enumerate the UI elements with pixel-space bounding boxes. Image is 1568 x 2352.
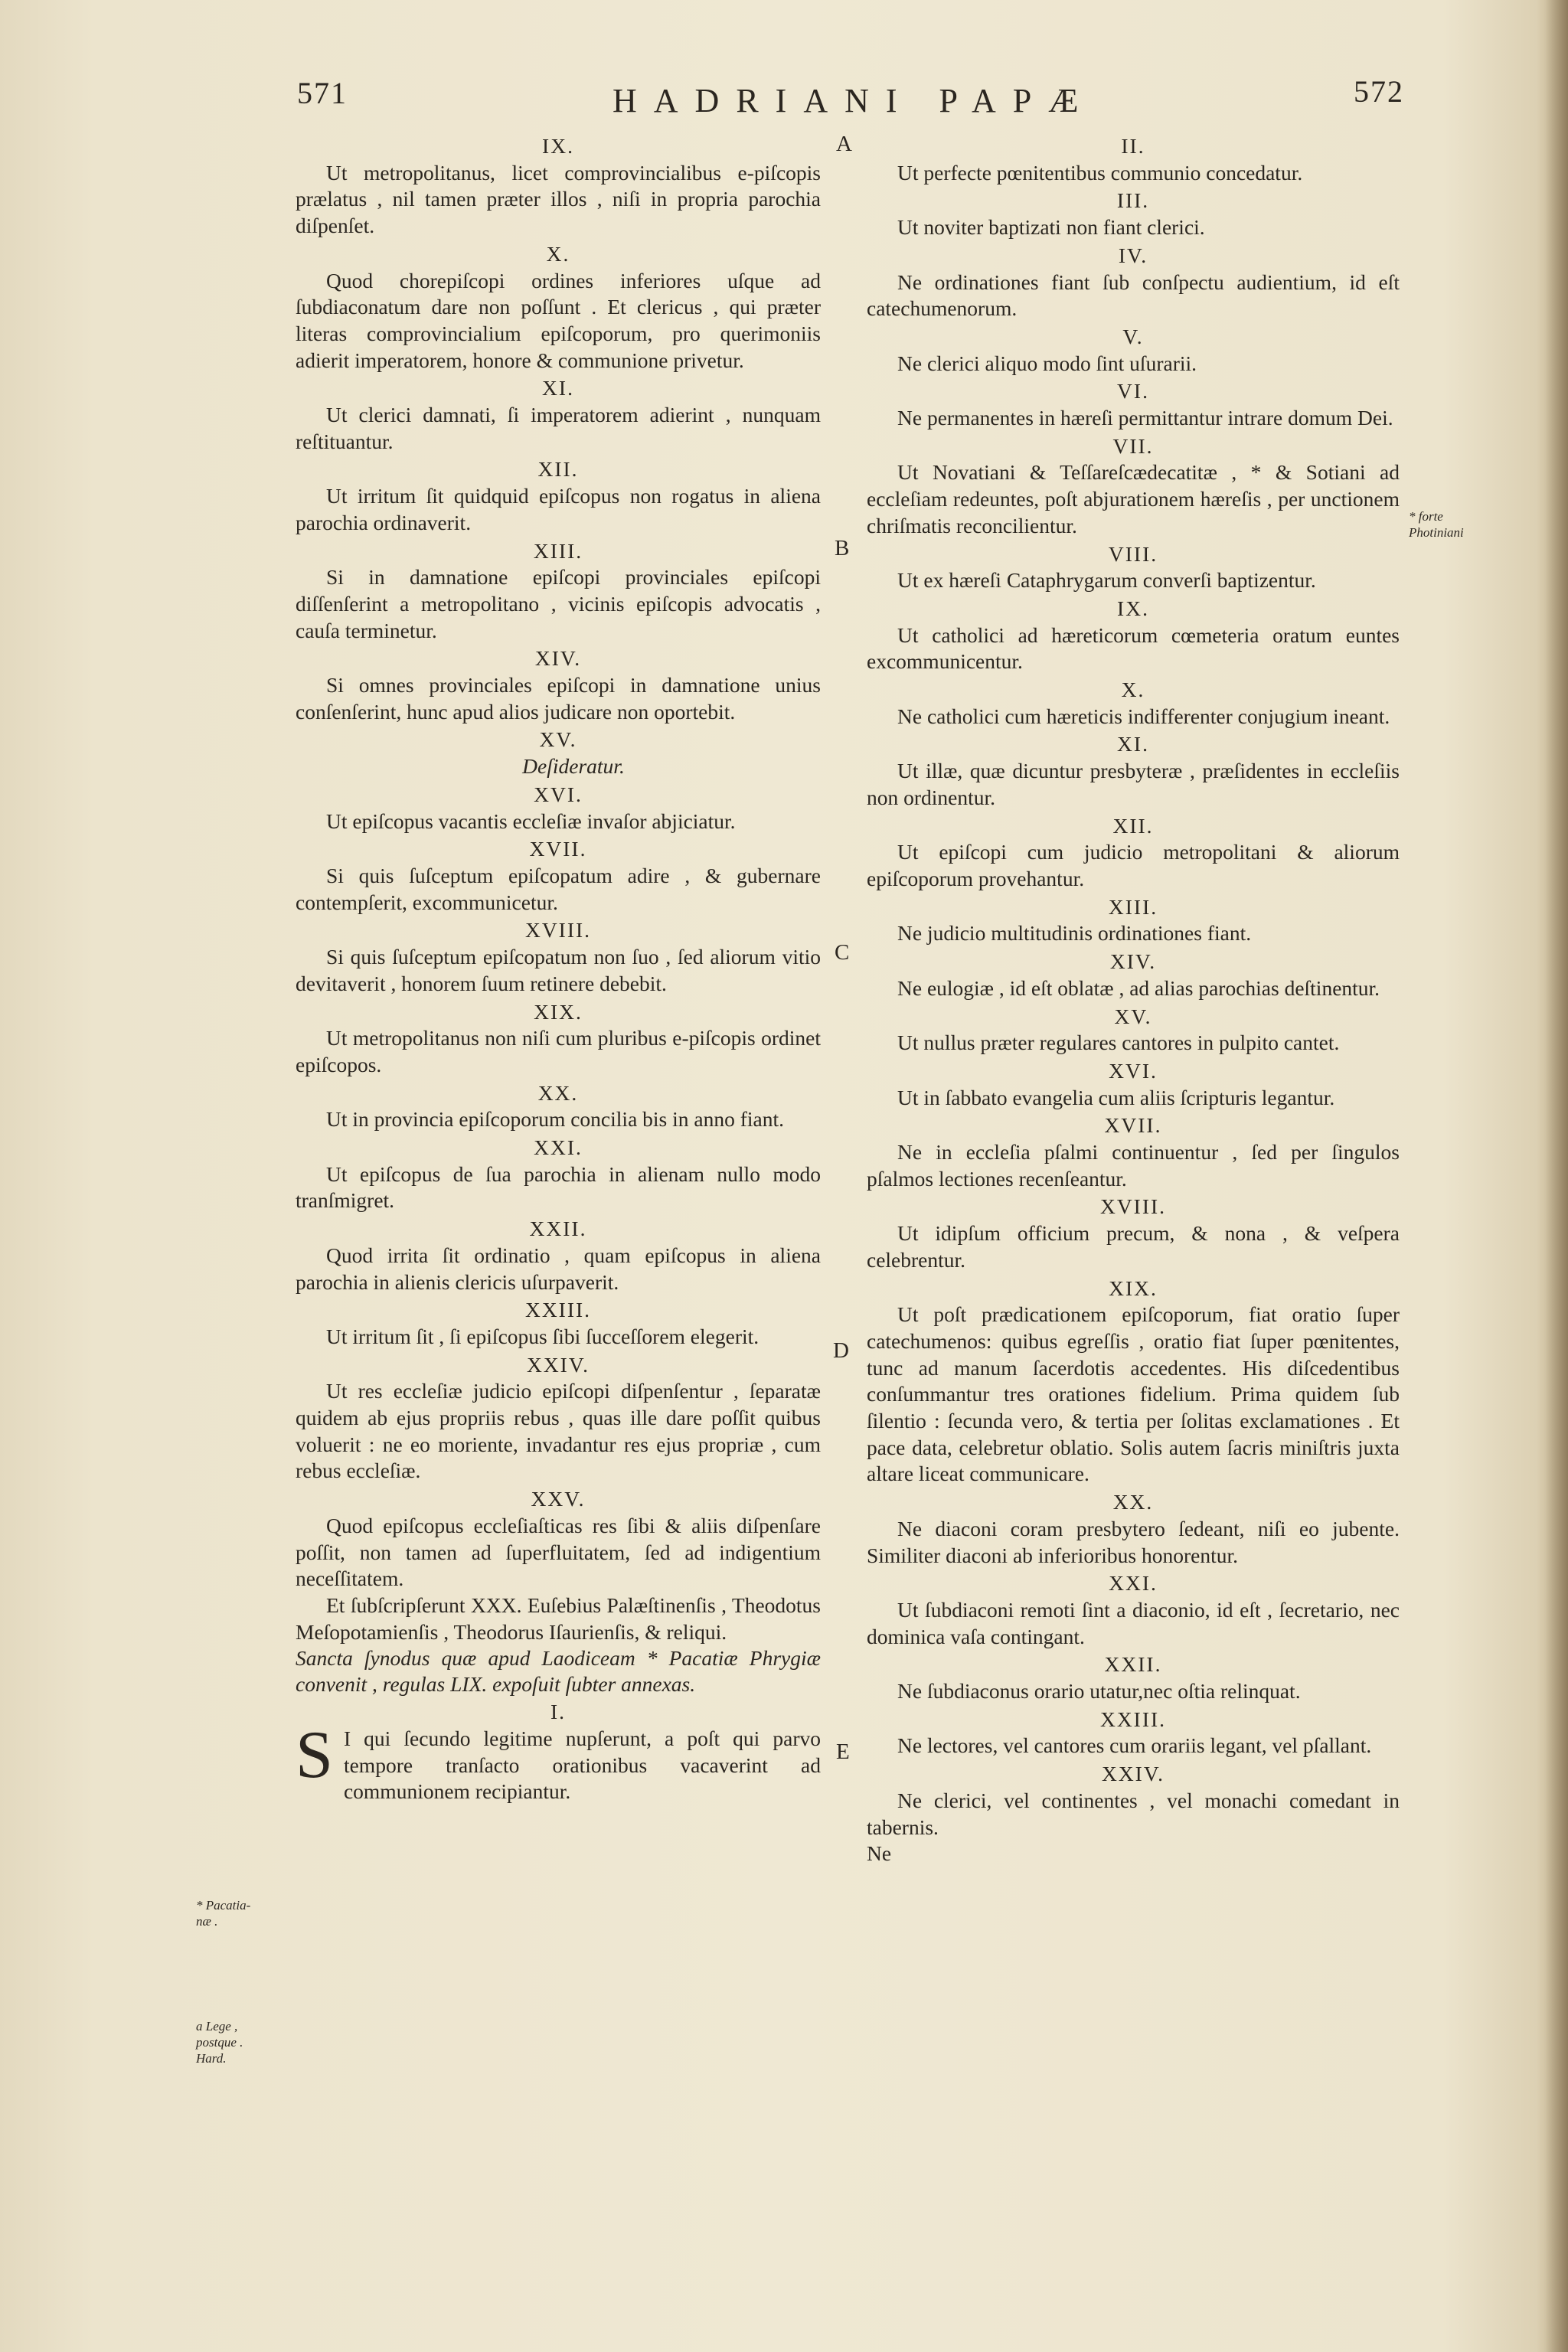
canon-text [296,1718,821,1805]
canon-number: VII. [1112,433,1154,458]
canon-text: Ut metropolitanus, licet comprovincialibus e-piſcopis prælatus , nil tamen præter illos , niſi in propria parochia diſpenſet. [296,160,821,238]
canon-number: XIII. [533,538,583,563]
canon-number: XII. [1112,813,1154,838]
canon-text: Ut ex hæreſi Cataphrygarum converſi baptizentur. [897,568,1316,593]
canon-number: XVI. [534,782,583,806]
canon-text: Quod chorepiſcopi ordines inferiores uſque ad ſubdiaconatum dare non poſſunt . Et clericus , qui præter literas comprovincialium epiſcoporum, pro querimoniis adierit imperatorem, honore & communione privetur. [296,268,821,372]
canon-text: Si omnes provinciales epiſcopi in damnatione unius conſenſerint, hunc apud alios judicare non oportebit. [296,673,821,724]
canon-text: Ne eulogiæ , id eſt oblatæ , ad alias parochias deſtinentur. [897,975,1380,1000]
margin-letter-a: A [836,132,852,156]
canon-text: Ne in eccleſia pſalmi continuentur , ſed per ſingulos pſalmos lectiones recenſeantur. [867,1140,1400,1191]
canon-number: XVIII. [524,918,592,942]
canon-text: Ut ſubdiaconi remoti ſint a diaconio, id eſt , ſecretario, nec dominica vaſa contingant. [867,1597,1400,1648]
margin-letter-e: E [836,1740,850,1764]
left-column [296,132,821,1805]
page-number-right: 572 [1354,74,1404,109]
side-note-left-1 [196,1897,250,1929]
canon-number: XVII. [529,837,587,861]
canon-number: XXIV. [1101,1762,1165,1786]
drop-cap: S [296,1718,333,1793]
canon-text: Ut perfecte pœnitentibus communio concedatur. [897,160,1303,185]
side-note-right [1409,508,1464,541]
side-note-line: a Lege , [196,2019,238,2034]
margin-letter-b: B [835,536,850,560]
canon-text: Si quis ſuſceptum epiſcopatum adire , & gubernare contempſerit, excommunicetur. [296,863,821,914]
canon-text: Ut epiſcopus de ſua parochia in alienam nullo modo tranſmigret. [296,1161,821,1213]
side-note-line: Hard. [196,2051,227,2066]
side-note-line: næ . [196,1914,218,1929]
canon-number: VI. [1117,379,1149,403]
canon-text: Quod epiſcopus eccleſiaſticas res ſibi & aliis diſpenſare poſſit, non tamen ad ſuperfluitatem, ſed ad indigentium neceſſitatem. [296,1513,821,1591]
canon-text: Ut catholici ad hæreticorum cœmeteria oratum euntes excommunicentur. [867,622,1400,674]
canon-number: XV. [1114,1004,1152,1028]
canon-text: Ut nullus præter regulares cantores in pulpito cantet. [897,1031,1340,1055]
synod-heading: Sancta ſynodus quæ apud Laodiceam * Pacatiæ Phrygiæ convenit , regulas LIX. expoſuit ſubter annexas. [296,1646,821,1697]
subscription: Et ſubſcripſerunt XXX. Euſebius Palæſtinenſis , Theodotus Meſopotamienſis , Theodorus Iſaurienſis, & reliqui. [296,1592,821,1644]
canon-number: XIV. [1109,949,1157,974]
canon-number: XXI. [534,1135,583,1160]
canon-text: Ut Novatiani & Teſſareſcædecatitæ , * & Sotiani ad eccleſiam redeuntes, poſt abjurationem hæreſis , per unctionem chriſmatis reconcilientur. [867,460,1400,537]
canon-text: Si in damnatione epiſcopi provinciales epiſcopi diſſenſerint a metropolitano , vicinis epiſcopis advocatis , cauſa terminetur. [296,565,821,642]
canon-text: Ne ſubdiaconus orario utatur,nec oſtia relinquat. [897,1679,1301,1704]
right-column [867,132,1400,1867]
canon-text: Ut poſt prædicationem epiſcoporum, fiat oratio ſuper catechumenos: quibus egreſſis , oratio fiat ſuper pœnitentes, tunc ad manum ſacerdotis accedentes. His diſcedentibus conſummantur tres orationes fidelium. Prima quidem ſub ſilentio : ſecunda vero, & tertia per ſolitas exclamationes . Et pace data, celebretur oblatio. Solis autem ſacris miniſtris juxta altare liceat communicare. [867,1302,1400,1486]
canon-number: XXII. [529,1217,587,1241]
side-note-left-2 [196,2018,243,2066]
canon-i-text: I qui ſecundo legitime nupſerunt, a poſt qui parvo tempore tranſacto orationibus vacaverint ad communionem recipiantur. [343,1726,821,1804]
canon-text: Ut epiſcopi cum judicio metropolitani & aliorum epiſcoporum provehantur. [867,840,1400,890]
canon-number: XVIII. [1099,1194,1167,1219]
canon-number: XII. [537,457,579,482]
canon-number: XXV. [531,1487,586,1511]
canon-number: IV. [1118,243,1148,267]
canon-text: Ut epiſcopus vacantis eccleſiæ invaſor abjiciatur. [326,808,736,833]
canon-number: VIII. [1108,541,1158,566]
canon-number: X. [1121,678,1145,702]
canon-text: Ut metropolitanus non niſi cum pluribus e-piſcopis ordinet epiſcopos. [296,1026,821,1076]
canon-number: XI. [542,376,574,400]
canon-text: Ut irritum ſit quidquid epiſcopus non rogatus in aliena parochia ordinaverit. [296,484,821,534]
canon-text: Ut illæ, quæ dicuntur presbyteræ , præſidentes in eccleſiis non ordinentur. [867,759,1400,809]
canon-number: XIX. [1109,1276,1158,1300]
catchword: Ne [867,1841,892,1866]
canon-number: IX. [1117,596,1149,620]
canon-number: XIII. [1108,894,1158,919]
canon-text: Ne diaconi coram presbytero ſedeant, niſi eo jubente. Similiter diaconi ab inferioribus honorentur. [867,1516,1400,1567]
canon-text: Ut clerici damnati, ſi imperatorem adierint , nunquam reſtituantur. [296,403,821,453]
canon-text: Ne clerici aliquo modo ſint uſurarii. [897,351,1197,375]
canon-number: XIX. [534,999,583,1024]
side-note-line: Photiniani [1409,525,1464,540]
canon-text: Ne judicio multitudinis ordinationes fiant. [897,921,1252,946]
canon-number: I. [550,1700,567,1724]
canon-number: V. [1122,324,1144,348]
running-title: HADRIANI PAPÆ [612,82,1096,119]
canon-text: Ne permanentes in hæreſi permittantur intrare domum Dei. [897,406,1393,430]
canon-number: XXIII. [524,1298,592,1322]
canon-number: XV. [539,727,577,752]
canon-text: Si quis ſuſceptum epiſcopatum non ſuo , ſed aliorum vitio devitaverit , honorem ſuum retinere debebit. [296,945,821,995]
canon-number: XVII. [1104,1113,1162,1138]
left-canon-list [296,133,821,1592]
canon-text: Ne clerici, vel continentes , vel monachi comedant in tabernis. [867,1788,1400,1839]
canon-text: Ut res eccleſiæ judicio epiſcopi diſpenſentur , ſeparatæ quidem ab ejus propriis rebus , quas ille dare poſſit quibus voluerit : ne eo moriente, invadantur res ejus propriæ , cum rebus eccleſiæ. [296,1379,821,1483]
right-canon-list [867,133,1400,1841]
canon-text: Ut irritum ſit , ſi epiſcopus ſibi ſucceſſorem elegerit. [326,1324,760,1348]
margin-letter-d: D [833,1338,849,1363]
canon-number: XIV. [534,646,582,671]
side-note-line: * forte [1409,509,1443,524]
canon-text: Quod irrita ſit ordinatio , quam epiſcopus in aliena parochia in alienis clericis uſurpaverit. [296,1243,821,1294]
canon-number: XVI. [1109,1058,1158,1083]
margin-letter-c: C [835,940,850,965]
canon-number: XXIV. [526,1352,590,1377]
canon-number: XXI. [1109,1571,1158,1596]
page-edge-shadow [1545,0,1568,2352]
canon-text: Ut in provincia epiſcoporum concilia bis in anno fiant. [326,1107,784,1132]
canon-text: Ut idipſum officium precum, & nona , & veſpera celebrentur. [867,1221,1400,1272]
canon-number: X. [546,241,570,266]
canon-number: XX. [537,1080,579,1105]
page-number-left: 571 [297,76,348,110]
canon-number: IX. [542,134,574,158]
canon-number: XXIII. [1099,1707,1167,1731]
canon-number: II. [1121,134,1145,158]
canon-number: XX. [1112,1490,1154,1514]
side-note-line: * Pacatia- [196,1898,251,1913]
canon-text: Ne ordinationes fiant ſub conſpectu audientium, id eſt catechumenorum. [867,270,1400,321]
canon-text: Ne lectores, vel cantores cum orariis legant, vel pſallant. [897,1733,1372,1758]
canon-number: XXII. [1104,1652,1162,1677]
canon-text: Ut noviter baptizati non fiant clerici. [897,215,1205,240]
side-note-line: postque . [196,2035,243,2050]
canon-text: Ut in ſabbato evangelia cum aliis ſcripturis legantur. [897,1085,1335,1109]
canon-text: Ne catholici cum hæreticis indifferenter conjugium ineant. [897,704,1390,728]
canon-number: III. [1116,188,1150,213]
canon-number: XI. [1117,732,1149,756]
canon-text: Deſideratur. [522,754,625,779]
